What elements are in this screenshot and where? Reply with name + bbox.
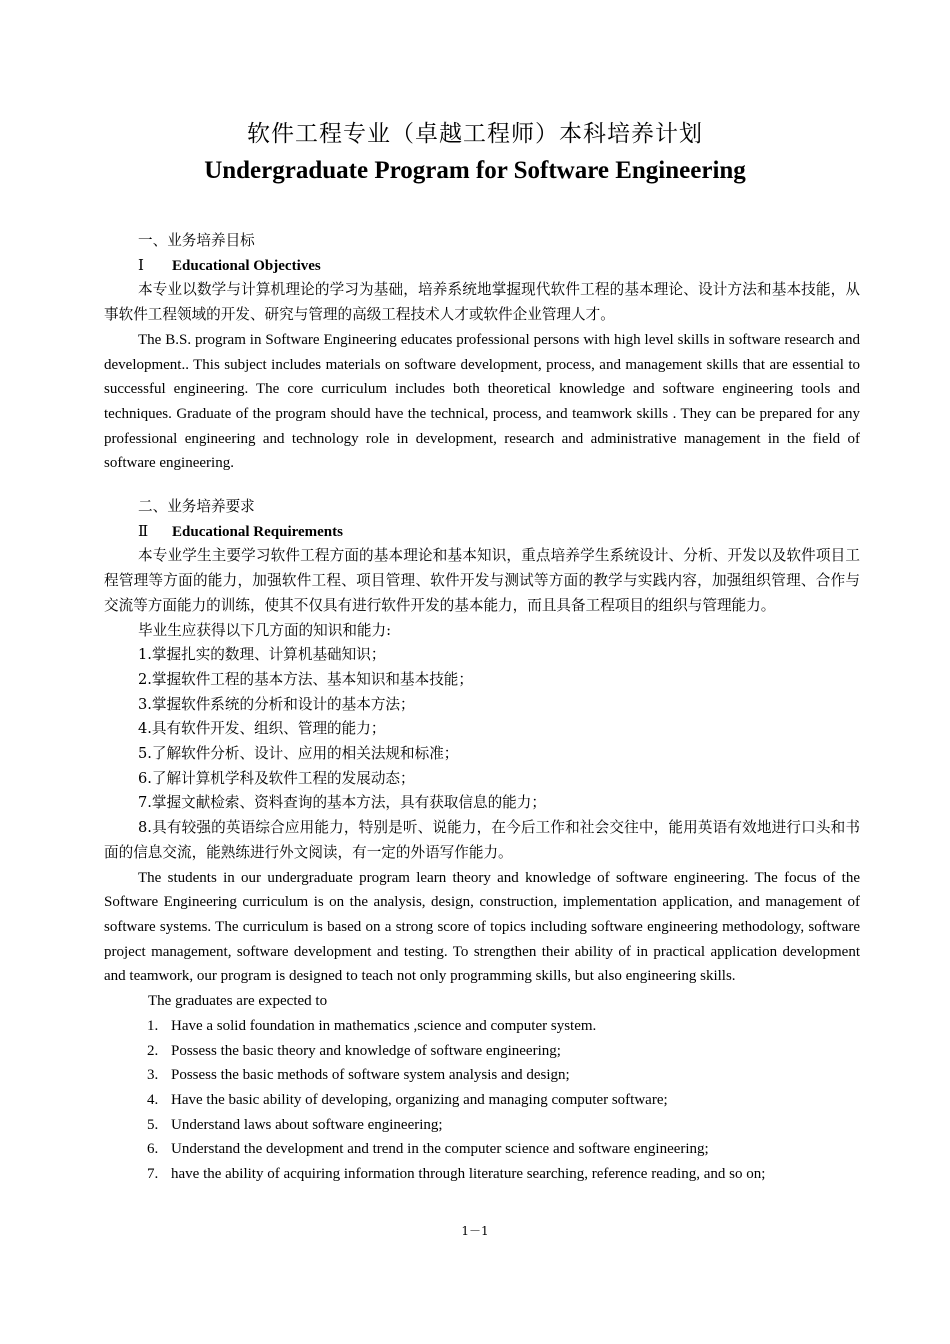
list-item-cn: 6.了解计算机学科及软件工程的发展动态； <box>138 769 415 787</box>
list-item-text: Have the basic ability of developing, organizing and managing computer software; <box>171 1091 668 1108</box>
graduate-expectations-list <box>104 1014 860 1187</box>
list-item-cn: 4.具有软件开发、组织、管理的能力； <box>138 720 386 738</box>
section1-paragraph-en: The B.S. program in Software Engineering educates professional persons with high level skills in software research and development.. This subject includes materials on software development, process, and management skills that are essential to successful engineering. The core curriculum includes both theoretical knowledge and software engineering tools and techniques. Graduate of the program should have the technical, process, and teamwork skills . They can be prepared for any professional engineering and technology role in development, research and administrative management in the field of software engineering. <box>104 331 860 472</box>
list-item-number: 5. <box>147 1116 159 1133</box>
section2-paragraph-en: The students in our undergraduate program learn theory and knowledge of software engineering. The focus of the Software Engineering curriculum is on the analysis, design, construction, implementation application, and management of software systems. The curriculum is based on a strong score of topics including software engineering methodology, software project management, software development and testing. To strengthen their ability of in practical application development and teamwork, our program is designed to teach not only programming skills, but also engineering skills. <box>104 869 860 985</box>
page-number: 1－1 <box>461 1224 489 1238</box>
list-item-cn: 2.掌握软件工程的基本方法、基本知识和基本技能； <box>138 670 473 688</box>
list-item-number: 7. <box>147 1166 159 1183</box>
list-item-number: 6. <box>147 1141 159 1158</box>
list-item-number: 1. <box>147 1017 159 1034</box>
list-item-cn: 3.掌握软件系统的分析和设计的基本方法； <box>138 695 415 713</box>
list-item <box>104 1137 860 1162</box>
section2-heading-en-text: Educational Requirements <box>172 523 343 540</box>
list-item-cn: 1.掌握扎实的数理、计算机基础知识； <box>138 646 386 664</box>
list-item-text: have the ability of acquiring information through literature searching, reference reading, and so on; <box>171 1166 766 1183</box>
section1-paragraph-cn: 本专业以数学与计算机理论的学习为基础，培养系统地掌握现代软件工程的基本理论、设计方法和基本技能，从事软件工程领域的开发、研究与管理的高级工程技术人才或软件企业管理人才。 <box>104 281 860 324</box>
section1-heading-en <box>104 254 860 279</box>
section1-heading-cn: 一、业务培养目标 <box>138 232 255 249</box>
list-item <box>104 1063 860 1088</box>
list-item-text: Understand the development and trend in the computer science and software engineering; <box>171 1141 709 1158</box>
list-item-text: Have a solid foundation in mathematics ,science and computer system. <box>171 1017 597 1034</box>
list-item <box>104 1162 860 1187</box>
list-item-number: 3. <box>147 1067 159 1084</box>
title-english: Undergraduate Program for Software Engineering <box>204 157 746 184</box>
section1-roman-numeral: Ⅰ <box>138 257 144 274</box>
list-item-number: 2. <box>147 1042 159 1059</box>
section2-heading-en <box>104 520 860 545</box>
list-item-text: Possess the basic methods of software system analysis and design; <box>171 1067 570 1084</box>
list-item <box>104 1014 860 1039</box>
section2-intro-en: The graduates are expected to <box>148 993 328 1010</box>
list-item-text: Understand laws about software engineering; <box>171 1116 443 1133</box>
list-item <box>104 1039 860 1064</box>
title-chinese: 软件工程专业（卓越工程师）本科培养计划 <box>247 121 703 147</box>
list-item <box>104 1113 860 1138</box>
section2-roman-numeral: Ⅱ <box>138 523 149 540</box>
section2-paragraph-cn: 本专业学生主要学习软件工程方面的基本理论和基本知识，重点培养学生系统设计、分析、开发以及软件项目工程管理等方面的能力，加强软件工程、项目管理、软件开发与测试等方面的教学与实践内容，加强组织管理、合作与交流等方面能力的训练，使其不仅具有进行软件开发的基本能力，而且具备工程项目的组织与管理能力。 <box>104 547 860 614</box>
list-item-number: 4. <box>147 1091 159 1108</box>
list-item <box>104 1088 860 1113</box>
list-item-text: Possess the basic theory and knowledge of software engineering; <box>171 1042 561 1059</box>
section1-heading-en-text: Educational Objectives <box>172 257 321 274</box>
list-item-cn: 8.具有较强的英语综合应用能力，特别是听、说能力，在今后工作和社会交往中，能用英语有效地进行口头和书面的信息交流，能熟练进行外文阅读，有一定的外语写作能力。 <box>104 819 860 861</box>
list-item-cn: 7.掌握文献检索、资料查询的基本方法，具有获取信息的能力； <box>138 794 546 812</box>
section2-heading-cn: 二、业务培养要求 <box>138 498 255 516</box>
list-item-cn: 5.了解软件分析、设计、应用的相关法规和标准； <box>138 745 459 763</box>
document-body <box>104 229 860 1187</box>
section2-intro-cn: 毕业生应获得以下几方面的知识和能力: <box>138 621 392 639</box>
